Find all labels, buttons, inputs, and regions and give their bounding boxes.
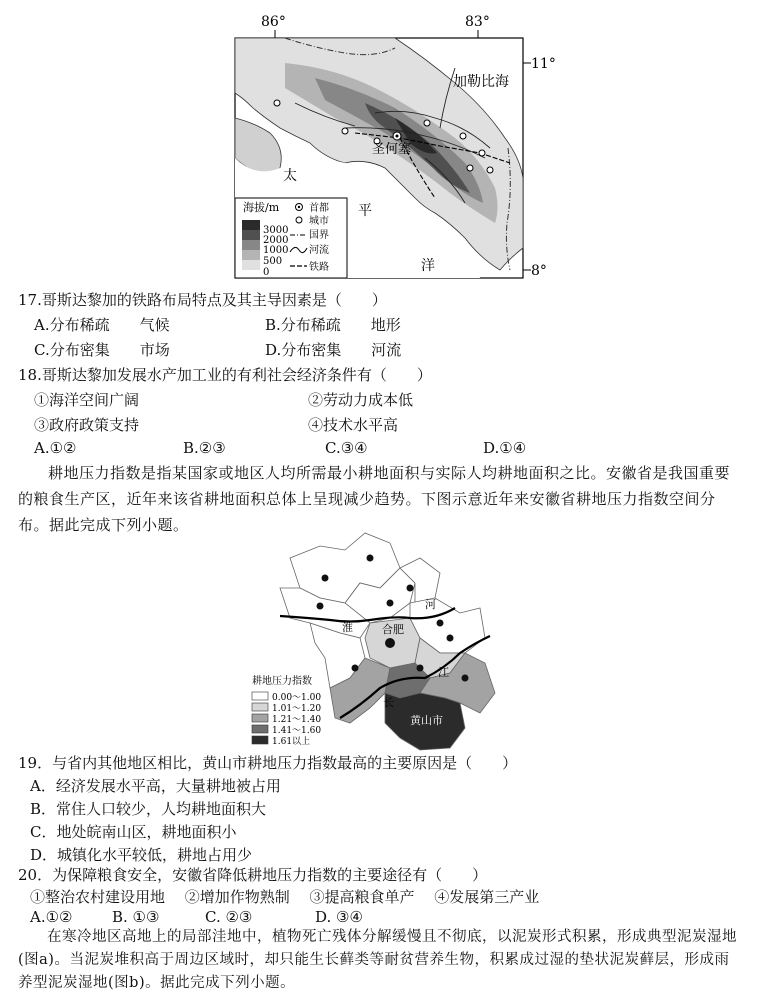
- legend-elev-3: 500: [263, 256, 283, 267]
- label-jiang: 江: [438, 666, 449, 679]
- q17-stem: 17.哥斯达黎加的铁路布局特点及其主导因素是（ ）: [18, 291, 387, 309]
- legend-elev-4: 0: [263, 267, 270, 278]
- legend2-item-4: 1.61以上: [272, 737, 311, 747]
- q19-option-c[interactable]: C．地处皖南山区，耕地面积小: [30, 823, 237, 841]
- legend2-item-1: 1.01～1.20: [272, 704, 322, 714]
- label-huangshan: 黄山市: [410, 714, 443, 727]
- q17-option-d[interactable]: D.分布密集 河流: [265, 341, 402, 359]
- legend-railway: 铁路: [309, 262, 329, 273]
- q18-choice-4: ④技术水平高: [308, 416, 399, 434]
- legend-elev-2: 1000: [263, 245, 289, 256]
- legend-elev-title: 海拔/m: [243, 201, 280, 214]
- legend-river: 河流: [309, 245, 329, 256]
- q18-stem: 18.哥斯达黎加发展水产加工业的有利社会经济条件有（ ）: [18, 366, 432, 384]
- q17-option-b[interactable]: B.分布稀疏 地形: [265, 316, 401, 334]
- q20-option-a[interactable]: A.①②: [30, 908, 73, 926]
- ocean-char-tai: 太: [283, 168, 297, 184]
- costa-rica-map: [225, 8, 560, 288]
- q20-option-b[interactable]: B. ①③: [112, 908, 160, 926]
- q18-choice-3: ③政府政策支持: [34, 416, 140, 434]
- q19-stem: 19．与省内其他地区相比，黄山市耕地压力指数最高的主要原因是（ ）: [18, 754, 518, 772]
- q18-option-d[interactable]: D.①④: [483, 439, 527, 457]
- q17-option-c[interactable]: C.分布密集 市场: [34, 341, 170, 359]
- q18-option-a[interactable]: A.①②: [34, 439, 77, 457]
- q17-option-a[interactable]: A.分布稀疏 气候: [34, 316, 170, 334]
- q19-option-d[interactable]: D．城镇化水平较低，耕地占用少: [30, 846, 253, 864]
- legend-city: 城市: [309, 216, 329, 227]
- legend2-title: 耕地压力指数: [252, 676, 312, 687]
- q19-option-a[interactable]: A．经济发展水平高，大量耕地被占用: [30, 777, 281, 795]
- q19-option-b[interactable]: B．常住人口较少，人均耕地面积大: [30, 800, 267, 818]
- q18-option-c[interactable]: C.③④: [325, 439, 368, 457]
- map1-legend: [235, 198, 347, 278]
- legend-elev-0: 3000: [263, 225, 289, 236]
- ocean-char-yang: 洋: [421, 258, 435, 274]
- legend-elev-1: 2000: [263, 235, 289, 246]
- map2-legend: [252, 674, 321, 747]
- q20-choices: ①整治农村建设用地 ②增加作物熟制 ③提高粮食单产 ④发展第三产业: [30, 888, 540, 906]
- sea-label: 加勒比海: [453, 74, 509, 90]
- q18-option-b[interactable]: B.②③: [183, 439, 226, 457]
- passage-cultivated-land-pressure: 耕地压力指数是指某国家或地区人均所需最小耕地面积与实际人均耕地面积之比。安徽省是我国重要的粮食生产区，近年来该省耕地面积总体上呈现减少趋势。下图示意近年来安徽省耕地压力指数空间分布。据此完成下列小题。: [18, 464, 731, 534]
- label-hefei: 合肥: [382, 623, 404, 636]
- q18-choice-1: ①海洋空间广阔: [34, 391, 140, 409]
- legend2-item-2: 1.21～1.40: [272, 715, 322, 725]
- lat-label-11: 11°: [531, 56, 556, 72]
- lat-label-8: 8°: [531, 263, 547, 279]
- ocean-char-ping: 平: [358, 203, 372, 219]
- label-huai: 淮: [342, 621, 353, 634]
- legend2-item-3: 1.41～1.60: [272, 726, 322, 736]
- q18-choice-2: ②劳动力成本低: [308, 391, 414, 409]
- lon-label-86: 86°: [261, 14, 286, 30]
- label-chang: 长: [383, 696, 394, 709]
- legend-border: 国界: [309, 230, 329, 241]
- lon-label-83: 83°: [465, 14, 490, 30]
- legend-capital: 首都: [309, 203, 329, 214]
- label-he: 河: [425, 598, 436, 611]
- anhui-map: [250, 528, 512, 752]
- q20-stem: 20．为保障粮食安全，安徽省降低耕地压力指数的主要途径有（ ）: [18, 866, 488, 884]
- q20-option-d[interactable]: D. ③④: [315, 908, 363, 926]
- legend2-item-0: 0.00～1.00: [272, 693, 322, 703]
- passage-peat-wetland: 在寒冷地区高地上的局部洼地中，植物死亡残体分解缓慢且不彻底，以泥炭形式积累，形成典型泥炭湿地(图a)。当泥炭堆积高于周边区域时，却只能生长藓类等耐贫营养生物，积累成过湿的垫状泥炭藓层，形成雨养型泥炭湿地(图b)。据此完成下列小题。: [18, 929, 737, 991]
- capital-label: 圣何塞: [372, 142, 412, 157]
- q20-option-c[interactable]: C. ②③: [205, 908, 253, 926]
